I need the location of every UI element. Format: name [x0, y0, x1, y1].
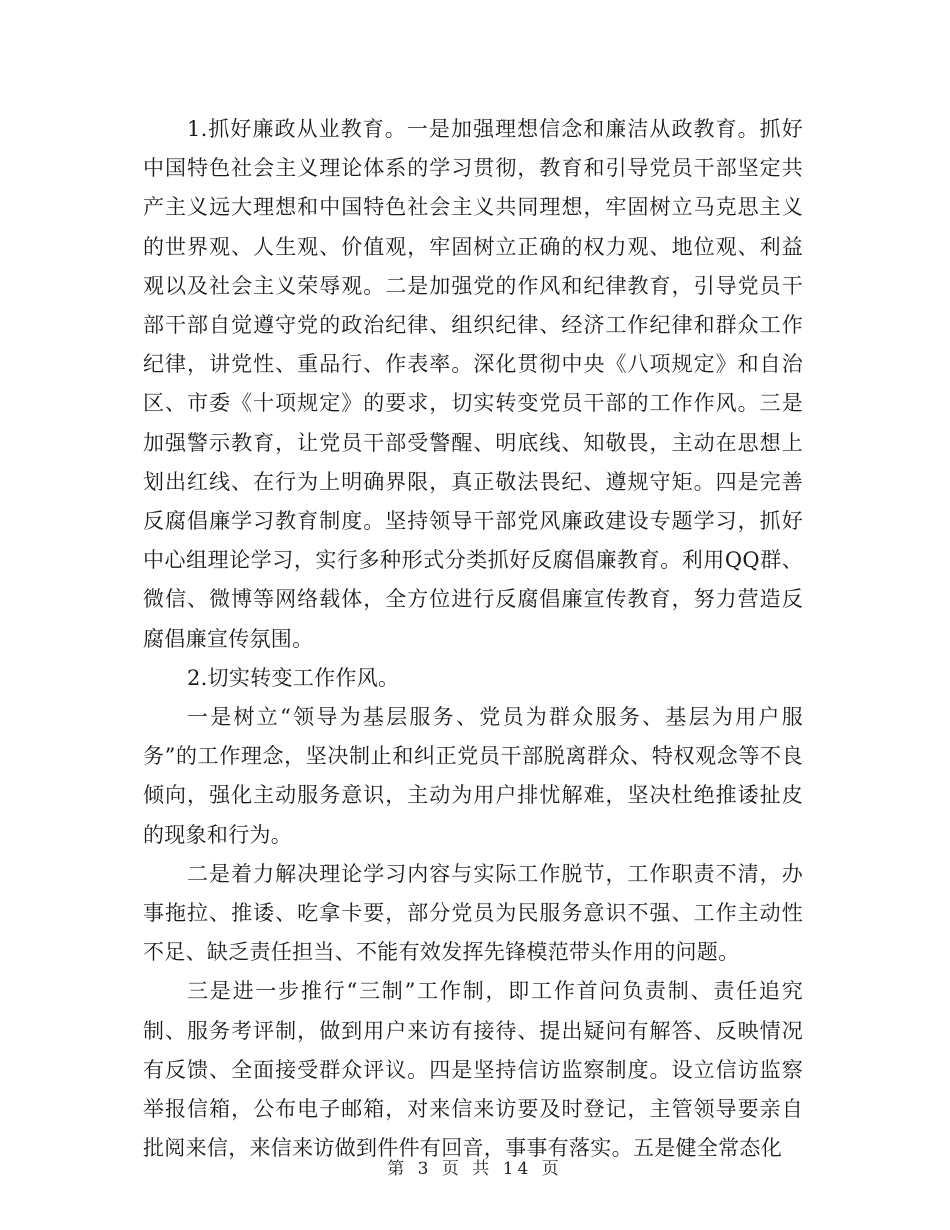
- paragraph-education: 1.抓好廉政从业教育。一是加强理想信念和廉洁从政教育。抓好中国特色社会主义理论体系的学习贯彻，教育和引导党员干部坚定共产主义远大理想和中国特色社会主义共同理想，牢固树立马克思主义的世界观、人生观、价值观，牢固树立正确的权力观、地位观、利益观以及社会主义荣辱观。二是加强党的作风和纪律教育，引导党员干部干部自觉遵守党的政治纪律、组织纪律、经济工作纪律和群众工作纪律，讲党性、重品行、作表率。深化贯彻中央《八项规定》和自治区、市委《十项规定》的要求，切实转变党员干部的工作作风。三是加强警示教育，让党员干部受警醒、明底线、知敬畏，主动在思想上划出红线、在行为上明确界限，真正敬法畏纪、遵规守矩。四是完善反腐倡廉学习教育制度。坚持领导干部党风廉政建设专题学习，抓好中心组理论学习，实行多种形式分类抓好反腐倡廉教育。利用QQ群、微信、微博等网络载体，全方位进行反腐倡廉宣传教育，努力营造反腐倡廉宣传氛围。: [143, 117, 803, 651]
- page-number-footer: 第 3 页 共 14 页: [387, 1159, 563, 1179]
- paragraph-three-systems: 三是进一步推行“三制”工作制，即工作首问负责制、责任追究制、服务考评制，做到用户来访有接待、提出疑问有解答、反映情况有反馈、全面接受群众评议。四是坚持信访监察制度。设立信访监察举报信箱，公布电子邮箱，对来信来访要及时登记，主管领导要亲自批阅来信，来信来访做到件件有回音，事事有落实。五是健全常态化: [143, 979, 803, 1161]
- paragraph-problems: 二是着力解决理论学习内容与实际工作脱节，工作职责不清，办事拖拉、推诿、吃拿卡要，部分党员为民服务意识不强、工作主动性不足、缺乏责任担当、不能有效发挥先锋模范带头作用的问题。: [143, 861, 803, 965]
- paragraph-service-concept: 一是树立“领导为基层服务、党员为群众服务、基层为用户服务”的工作理念，坚决制止和纠正党员干部脱离群众、特权观念等不良倾向，强化主动服务意识，主动为用户排忧解难，坚决杜绝推诿扯皮的现象和行为。: [143, 705, 803, 847]
- paragraph-heading-work-style: 2.切实转变工作作风。: [187, 665, 400, 690]
- document-body: [143, 110, 803, 1168]
